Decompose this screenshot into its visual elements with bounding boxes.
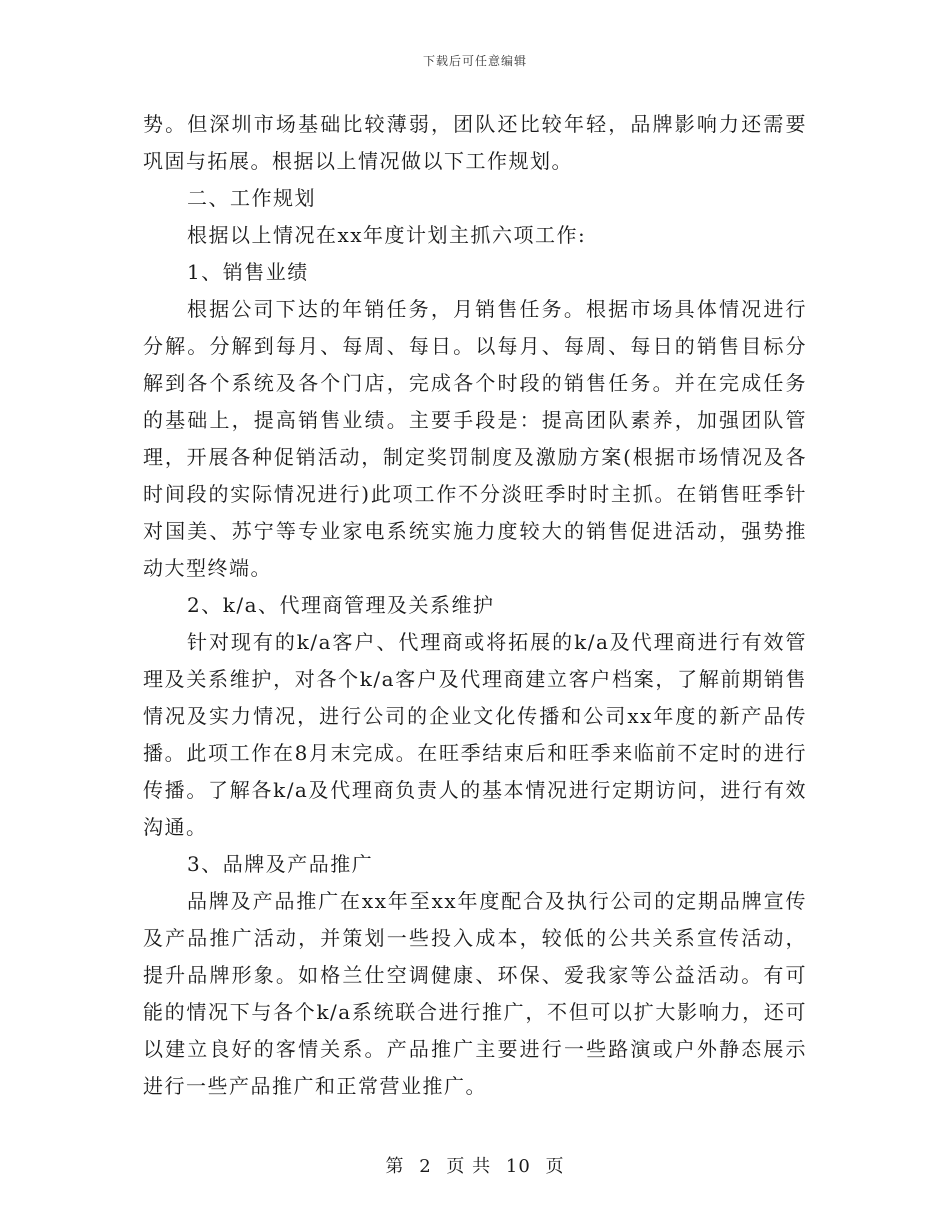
subsection-heading-sales: 1、销售业绩 <box>187 260 309 284</box>
subsection-heading-ka-agents: 2、k/a、代理商管理及关系维护 <box>187 593 495 617</box>
footer-total-pages: 10 <box>505 1156 531 1177</box>
footer-middle: 页 共 <box>446 1156 492 1177</box>
paragraph: 势。但深圳市场基础比较薄弱，团队还比较年轻，品牌影响力还需要巩固与拓展。根据以上情况做以下工作规划。 <box>143 112 807 173</box>
footer-current-page: 2 <box>419 1156 432 1177</box>
subsection-heading-brand-promotion: 3、品牌及产品推广 <box>187 852 374 876</box>
paragraph: 品牌及产品推广在xx年至xx年度配合及执行公司的定期品牌宣传及产品推广活动，并策划一些投入成本，较低的公共关系宣传活动，提升品牌形象。如格兰仕空调健康、环保、爱我家等公益活动。有可能的情况下与各个k/a系统联合进行推广，不但可以扩大影响力，还可以建立良好的客情关系。产品推广主要进行一些路演或户外静态展示进行一些产品推广和正常营业推广。 <box>143 889 807 1098</box>
document-body <box>143 106 807 1105</box>
paragraph: 根据公司下达的年销任务，月销售任务。根据市场具体情况进行分解。分解到每月、每周、每日。以每月、每周、每日的销售目标分解到各个系统及各个门店，完成各个时段的销售任务。并在完成任务的基础上，提高销售业绩。主要手段是：提高团队素养，加强团队管理，开展各种促销活动，制定奖罚制度及激励方案(根据市场情况及各时间段的实际情况进行)此项工作不分淡旺季时时主抓。在销售旺季针对国美、苏宁等专业家电系统实施力度较大的销售促进活动，强势推动大型终端。 <box>143 297 807 580</box>
paragraph: 针对现有的k/a客户、代理商或将拓展的k/a及代理商进行有效管理及关系维护，对各个k/a客户及代理商建立客户档案，了解前期销售情况及实力情况，进行公司的企业文化传播和公司xx年度的新产品传播。此项工作在8月末完成。在旺季结束后和旺季来临前不定时的进行传播。了解各k/a及代理商负责人的基本情况进行定期访问，进行有效沟通。 <box>143 630 807 839</box>
section-heading-work-plan: 二、工作规划 <box>187 186 316 210</box>
page-footer <box>0 1152 950 1178</box>
paragraph: 根据以上情况在xx年度计划主抓六项工作: <box>187 223 587 247</box>
header-note: 下载后可任意编辑 <box>422 54 527 68</box>
footer-prefix: 第 <box>385 1156 405 1177</box>
footer-suffix: 页 <box>545 1156 565 1177</box>
